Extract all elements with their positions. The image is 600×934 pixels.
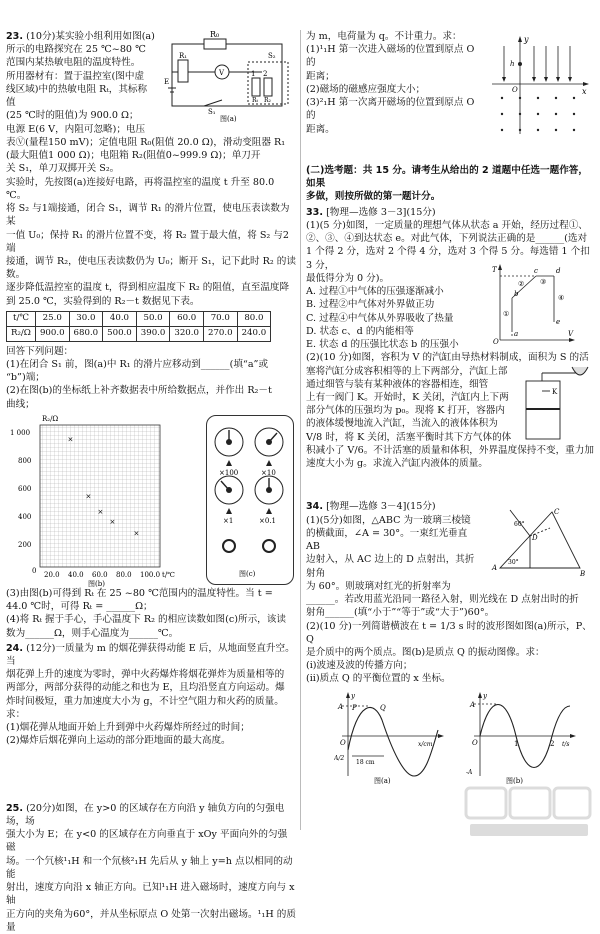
q23-line: 将 S₂ 与1端接通，闭合 S₁，调节 R₁ 的滑片位置，使电压表读数为某 <box>6 203 290 228</box>
q33-line: V/8 时，将 K 关闭，活塞平衡时其下方气体的体 <box>306 431 512 443</box>
question-number: 33. <box>306 206 323 218</box>
amplitude-label: A <box>470 700 476 709</box>
prism-diagram <box>490 506 590 578</box>
tick-label: 20.0 <box>44 570 60 579</box>
q33-option: B. 过程②中气体对外界做正功 <box>306 299 435 311</box>
q24-line: 烟花弹上升的速度为零时，弹中火药爆炸将烟花弹炸为质量相等的 <box>6 669 285 681</box>
q34-line: (2)(10 分)一列简谐横波在 t = 1/3 s 时的波形图如图(a)所示，P、Q <box>306 620 592 645</box>
question-33 <box>306 206 596 471</box>
origin-label: O <box>340 738 346 747</box>
q23-line: 接通，调节 R₂，使电压表读数仍为 U₀；断开 S₁，记下此时 R₂ 的读数。 <box>6 255 296 281</box>
q23-line: 所用器材有：置于温控室(图中虚 <box>6 70 145 82</box>
table-row: R₂/Ω 900.0 680.0 500.0 390.0 320.0 270.0 240.0 <box>7 326 271 341</box>
tick-label: 2 <box>550 739 555 748</box>
tick-label: 100.0 <box>140 570 161 579</box>
tick-label: 800 <box>18 456 32 465</box>
amplitude-label: -A <box>466 768 473 776</box>
axis-label-t: t/s <box>562 740 570 748</box>
dial-multiplier: ×1 <box>223 516 234 525</box>
circuit-diagram <box>164 30 296 122</box>
figure-caption: 图(b) <box>88 579 105 587</box>
question-23 <box>6 30 296 640</box>
dial-multiplier: ×10 <box>261 468 276 477</box>
q23-line: 逐步降低温控室的温度 t，得到相应温度下 R₂ 的阻值，直至温度降 <box>6 282 290 294</box>
tick-label: 1 000 <box>10 428 31 437</box>
q33-line: 塞将汽缸分成容积相等的上下两部分，汽缸上部 <box>306 365 508 377</box>
point-label: D <box>532 534 538 543</box>
question-number: 34. <box>306 501 323 513</box>
label-s2: S₂ <box>268 52 276 60</box>
left-column <box>6 30 296 934</box>
process-label: ① <box>503 309 510 318</box>
label-v: V <box>219 69 225 77</box>
figures-b-c <box>6 411 296 587</box>
q34-line: ______。若改用蓝光沿同一路径入射，则光线在 D 点射出时的折 <box>306 594 579 606</box>
q23-line: 线区域)中的热敏电阻 Rₜ，其标称值 <box>6 83 148 109</box>
label-rt: Rₜ <box>252 97 258 104</box>
q25-line: 正方向的夹角为60°，并从坐标原点 O 处第一次射出磁场。¹₁H 的质量 <box>6 908 296 933</box>
q24-line: (12分)一质量为 m 的烟花弹获得动能 E 后，从地面竖直升空。当 <box>6 642 295 667</box>
figure-caption: 图(a) <box>374 776 391 784</box>
watermark-logo <box>464 784 594 840</box>
q23-line: (2)在图(b)的坐标纸上补齐数据表中所给数据点，并作出 R₂－t <box>6 385 272 397</box>
q33-line: ②、③、④到达状态 e。对此气体，下列说法正确的是______(选对 <box>306 233 588 245</box>
q34-line: 是介质中的两个质点。图(b)是质点 Q 的振动图像。求： <box>306 646 545 658</box>
q34-line: 边射入，从 AC 边上的 D 点射出，其折射角 <box>306 554 475 579</box>
q23-line: 到 25.0 ℃，实验得到的 R₂－t 数据见下表。 <box>6 295 200 307</box>
q23-line: (25 ℃时的阻值)为 900.0 Ω； <box>6 110 139 122</box>
figure-caption: 图(c) <box>239 569 256 578</box>
question-number: 23. <box>6 31 23 42</box>
section-heading: (二)选考题：共 15 分。请考生从给出的 2 道题中任选一题作答，如果 多做，则按所做的第一题计分。 <box>306 165 588 203</box>
q25-line: 射出，速度方向沿 x 轴正方向。已知¹₁H 进入磁场时，速度方向与 x 轴 <box>6 882 295 907</box>
state-label: b <box>514 289 519 298</box>
wave-graph-a <box>334 690 446 784</box>
tick-label: 0 <box>32 566 37 575</box>
axis-label-y: y <box>483 691 487 700</box>
q33-option: C. 过程④中气体从外界吸收了热量 <box>306 312 454 324</box>
q24-line: (2)爆炸后烟花弹向上运动的部分距地面的最大高度。 <box>6 735 231 747</box>
q33-line: 通过细管与装有某种液体的容器相连，细管 <box>306 378 489 390</box>
column-divider <box>300 30 301 830</box>
table-row: t/℃ 25.0 30.0 40.0 50.0 60.0 70.0 80.0 <box>7 311 271 326</box>
amplitude-label: A <box>338 702 344 711</box>
wave-graph-b <box>466 690 578 784</box>
process-label: ④ <box>558 293 565 302</box>
height-label: h <box>510 60 515 68</box>
field-diagram <box>490 34 590 138</box>
vertex-label: B <box>580 570 586 579</box>
data-point-mark: × <box>97 507 104 516</box>
tick-label: 200 <box>18 540 32 549</box>
q24-line: (1)烟花弹从地面开始上升到弹中火药爆炸所经过的时间； <box>6 722 250 734</box>
q24-line: 炸时间极短，重力加速度大小为 g，不计空气阻力和火药的质量。 <box>6 695 284 707</box>
question-header: [物理—选修 3－4](15分) <box>326 501 436 513</box>
q23-line: (4)将 Rₜ 握于手心，手心温度下 R₂ 的相应读数如图(c)所示，该读 <box>6 614 286 626</box>
q25-line: 距离。 <box>306 123 335 135</box>
q25-line: (1)¹₁H 第一次进入磁场的位置到原点 O 的 <box>306 44 475 69</box>
q23-line: (10分)某实验小组利用如图(a) <box>26 31 155 42</box>
tick-label: 80.0 <box>116 570 132 579</box>
q23-line: “b”)端； <box>6 372 45 384</box>
data-point-mark: × <box>67 435 74 444</box>
q33-option: A. 过程①中气体的压强逐渐减小 <box>306 286 444 298</box>
vertex-label: C <box>554 508 560 517</box>
data-table <box>6 311 271 342</box>
origin-label: O <box>512 86 518 94</box>
q25-line: 为 m，电荷量为 q。不计重力。求： <box>306 31 462 42</box>
q33-line: (2)(10 分)如图，容积为 V 的汽缸由导热材料制成，面积为 S 的活 <box>306 352 589 364</box>
dial-multiplier: ×0.1 <box>259 516 276 525</box>
data-point-mark: × <box>133 529 140 538</box>
axis-label-x: x/cm <box>418 740 433 748</box>
q33-line: 1 个得 2 分，选对 2 个得 4 分，选对 3 个得 5 分。每选错 1 个扣 3 分， <box>306 246 590 271</box>
tick-label: 600 <box>18 484 32 493</box>
q25-line: 强大小为 E；在 y<0 的区域存在方向垂直于 xOy 平面向外的匀强磁 <box>6 829 288 854</box>
q23-line: 一值 U₀；保持 R₁ 的滑片位置不变，将 R₂ 置于最大值，将 S₂ 与2端 <box>6 229 290 254</box>
q23-line: 数为______Ω，则手心温度为______℃。 <box>6 627 179 639</box>
q23-line: (最大阻值1 000 Ω)；电阻箱 R₂(阻值0~999.9 Ω)；单刀开 <box>6 150 261 162</box>
axis-label-y: R₂/Ω <box>42 414 59 423</box>
angle-label: 30° <box>508 559 519 567</box>
valve-label: K <box>552 388 558 397</box>
vertex-label: A <box>492 564 498 573</box>
angle-label: 60° <box>514 521 525 529</box>
axis-label-t: T <box>492 265 497 274</box>
q33-line: (1)(5 分)如图，一定质量的理想气体从状态 a 开始，经历过程①、 <box>306 219 588 231</box>
axis-label-x: t/℃ <box>162 570 176 579</box>
tick-label: 40.0 <box>68 570 84 579</box>
question-24 <box>6 642 296 748</box>
dial-multiplier: ×100 <box>219 468 239 477</box>
question-number: 25. <box>6 802 23 814</box>
q33-line: 的液体缓慢地流入汽缸，当流入的液体体积为 <box>306 418 498 430</box>
q23-line: 44.0 ℃时，可得 Rₜ = ______Ω； <box>6 601 153 613</box>
process-label: ② <box>518 279 525 288</box>
q24-line: 求： <box>6 708 26 720</box>
q23-line: 所示的电路探究在 25 ℃~80 ℃ <box>6 44 146 56</box>
q23-line: 实验时，先按图(a)连接好电路，再将温控室的温度 t 升至 80.0 ℃。 <box>6 176 275 201</box>
state-label: a <box>514 329 519 338</box>
label-e: E <box>164 78 170 86</box>
data-point-mark: × <box>109 517 116 526</box>
distance-label: 18 cm <box>356 758 375 766</box>
q23-line: 范围内某热敏电阻的温度特性。 <box>6 57 141 69</box>
tick-label: 60.0 <box>92 570 108 579</box>
q23-line: (3)由图(b)可得到 Rₜ 在 25 ~80 ℃范围内的温度特性。当 t = <box>6 587 273 599</box>
label-one: 1 <box>251 70 256 78</box>
q25-line: (3)²₁H 第一次离开磁场的位置到原点 O 的 <box>306 97 475 122</box>
q33-option: E. 状态 d 的压强比状态 b 的压强小 <box>306 339 459 351</box>
q33-line: 积减小了 V/6。不计活塞的质量和体积，外界温度保持不变，重力加 <box>306 444 594 456</box>
q33-line: 最低得分为 0 分)。 <box>306 272 390 284</box>
q23-line: 表Ⓥ(量程150 mV)；定值电阻 R₀(阻值 20.0 Ω)，滑动变阻器 R₁ <box>6 136 286 148</box>
axis-label-v: V <box>568 329 574 338</box>
point-label: Q <box>380 703 386 712</box>
q23-line: 关 S₁，单刀双掷开关 S₂。 <box>6 163 120 175</box>
q25-line: 场。一个氕核¹₁H 和一个氘核²₁H 先后从 y 轴上 y=h 点以相同的动能 <box>6 855 293 880</box>
q34-line: (ii)质点 Q 的平衡位置的 x 坐标。 <box>306 673 451 685</box>
process-label: ③ <box>540 277 547 286</box>
data-point-mark: × <box>85 492 92 501</box>
origin-label: O <box>472 738 478 747</box>
state-label: d <box>556 266 561 275</box>
amplitude-label: A/2 <box>334 754 345 762</box>
tick-label: 400 <box>18 512 32 521</box>
right-column <box>306 30 596 786</box>
pt-diagram <box>492 262 576 344</box>
q24-line: 两部分，两部分获得的动能之和也为 E，且均沿竖直方向运动。爆 <box>6 682 285 694</box>
point-label: P <box>352 703 357 712</box>
axis-label-y: y <box>351 691 355 700</box>
q34-line: 射角______(填“小于”“等于”或“大于”)60°。 <box>306 607 495 619</box>
question-34 <box>306 500 596 785</box>
q34-line: (1)(5分)如图，△ABC 为一玻璃三棱镜 <box>306 514 471 526</box>
cylinder-diagram <box>522 363 594 443</box>
tick-label: 1 <box>514 739 519 748</box>
q34-line: (i)波速及波的传播方向； <box>306 660 413 672</box>
axis-label-x: x <box>582 87 587 96</box>
state-label: e <box>556 317 561 326</box>
q23-line: 曲线； <box>6 398 35 410</box>
label-r1: R₁ <box>179 52 188 60</box>
label-s1: S₁ <box>208 108 216 116</box>
question-number: 24. <box>6 642 23 654</box>
q25-line: (20分)如图，在 y>0 的区域存在方向沿 y 轴负方向的匀强电场，场 <box>6 802 285 827</box>
q23-line: (1)在闭合 S₁ 前，图(a)中 R₁ 的滑片应移动到______(填“a”或 <box>6 358 269 370</box>
q33-option: D. 状态 c、d 的内能相等 <box>306 325 414 337</box>
q34-line: 的横截面，∠A = 30°。一束红光垂直 AB <box>306 527 468 553</box>
q23-line: 电源 E(6 V，内阻可忽略)；电压 <box>6 123 146 135</box>
label-r0: R₀ <box>210 30 220 39</box>
question-25 <box>6 802 296 934</box>
label-r2: R₂ <box>264 97 271 104</box>
label-two: 2 <box>263 70 268 78</box>
q33-line: 速度大小为 g。求流入汽缸内液体的质量。 <box>306 458 488 470</box>
q23-line: 回答下列问题： <box>6 345 74 357</box>
axis-label-y: y <box>524 35 529 44</box>
question-header: [物理—选修 3－3](15分) <box>326 206 436 218</box>
q25-line: 距离； <box>306 70 335 82</box>
q25-line: (2)磁场的磁感应强度大小； <box>306 83 426 95</box>
graph-b <box>6 411 196 587</box>
state-label: c <box>534 266 538 275</box>
figure-caption: 图(b) <box>506 776 523 784</box>
q34-line: 为 60°。则玻璃对红光的折射率为 <box>306 580 451 592</box>
q33-line: 上有一阀门 K。开始时，K 关闭，汽缸内上下两 <box>306 391 509 403</box>
question-25-continued <box>306 30 596 158</box>
origin-label: O <box>493 337 499 344</box>
resistance-box <box>206 415 294 585</box>
q33-line: 部分气体的压强均为 p₀。现将 K 打开，容器内 <box>306 405 505 417</box>
figure-caption: 图(a) <box>220 115 237 122</box>
